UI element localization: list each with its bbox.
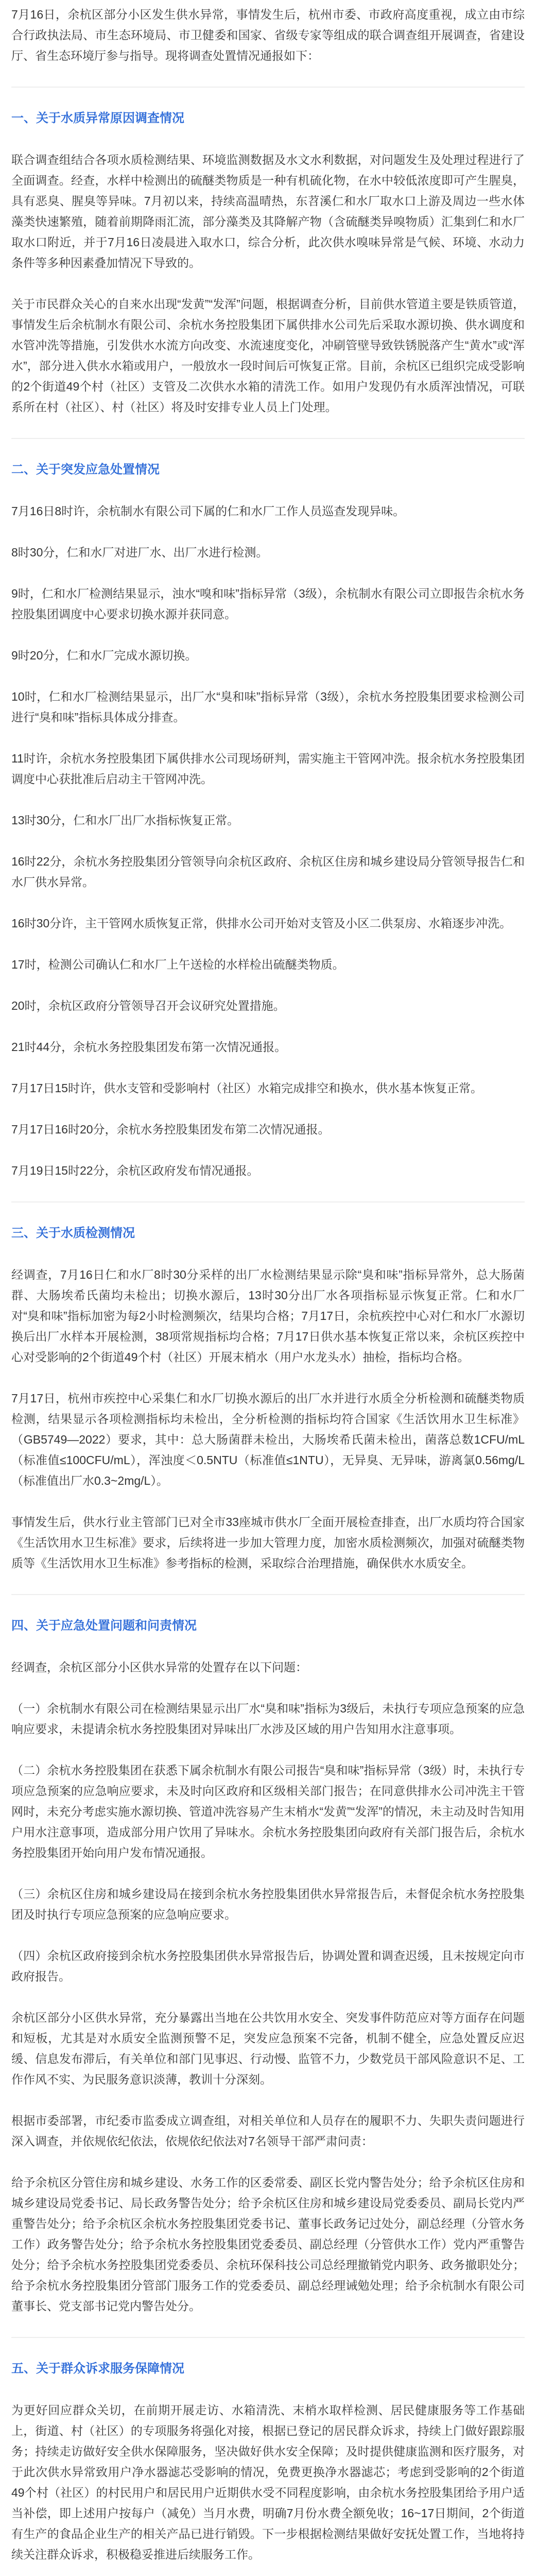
paragraph: 10时，仁和水厂检测结果显示，出厂水“臭和味”指标异常（3级），余杭水务控股集团要求检测公司进行“臭和味”指标具体成分排查。	[11, 690, 525, 724]
paragraph: 7月16日，余杭区部分小区发生供水异常，事情发生后，杭州市委、市政府高度重视，成立由市综合行政执法局、市生态环境局、市卫健委和国家、省级专家等组成的联合调查组开展调查，省建设厅、省生态环境厅参与指导。现将调查处置情况通报如下：	[11, 8, 525, 62]
section-heading: 三、关于水质检测情况	[11, 1226, 135, 1240]
paragraph: 16时30分许，主干管网水质恢复正常，供排水公司开始对支管及小区二供泵房、水箱逐步冲洗。	[11, 917, 512, 930]
paragraph: 经调查，余杭区部分小区供水异常的处置存在以下问题：	[11, 1660, 307, 1674]
paragraph: 7月17日16时20分，余杭水务控股集团发布第二次情况通报。	[11, 1123, 330, 1136]
paragraph: 17时，检测公司确认仁和水厂上午送检的水样检出硫醚类物质。	[11, 958, 344, 971]
section-divider	[11, 1201, 525, 1202]
paragraph: 余杭区部分小区供水异常，充分暴露出当地在公共饮用水安全、突发事件防范应对等方面存在问题和短板，尤其是对水质安全监测预警不足，突发应急预案不完备，机制不健全，应急处置反应迟缓、信息发布滞后，有关单位和部门见事迟、行动慢、监管不力，少数党员干部风险意识不足、工作作风不实、为民服务意识淡薄，教训十分深刻。	[11, 2011, 525, 2086]
paragraph: 21时44分，余杭水务控股集团发布第一次情况通报。	[11, 1040, 287, 1054]
paragraph: 8时30分，仁和水厂对进厂水、出厂水进行检测。	[11, 546, 268, 559]
paragraph: 给予余杭区分管住房和城乡建设、水务工作的区委常委、副区长党内警告处分；给予余杭区住房和城乡建设局党委书记、局长政务警告处分；给予余杭区住房和城乡建设局党委委员、副局长党内严重警告处分；给予余杭区余杭水务控股集团党委书记、董事长政务记过处分，副总经理（分管水务工作）政务警告处分；给予余杭水务控股集团党委委员、副总经理（分管供水工作）党内严重警告处分；给予余杭水务控股集团党委委员、余杭环保科技公司总经理撤销党内职务、政务撤职处分；给予余杭水务控股集团分管部门服务工作的党委委员、副总经理诫勉处理；给予余杭制水有限公司董事长、党支部书记党内警告处分。	[11, 2176, 525, 2313]
paragraph: 为更好回应群众关切，在前期开展走访、水箱清洗、末梢水取样检测、居民健康服务等工作基础上，街道、村（社区）的专项服务将强化对接，根据已登记的居民群众诉求，持续上门做好跟踪服务；持续走访做好安全供水保障服务，坚决做好供水安全保障；及时提供健康监测和医疗服务，对于此次供水异常致用户净水器滤芯受影响的情况，免费更换净水器滤芯；考虑到受影响的2个街道49个村（社区）的村民用户和居民用户近期供水受不同程度影响，由余杭水务控股集团给予用户适当补偿，即上述用户按每户（减免）当月水费，明确7月份水费全额免收；16~17日期间，2个街道有生产的食品企业生产的相关产品已进行销毁。下一步根据检测结果做好安抚处置工作，当地将持续关注群众诉求，积极稳妥推进后续服务工作。	[11, 2403, 525, 2561]
paragraph: （一）余杭制水有限公司在检测结果显示出厂水“臭和味”指标为3级后，未执行专项应急预案的应急响应要求，未提请余杭水务控股集团对异味出厂水涉及区域的用户告知用水注意事项。	[11, 1702, 525, 1736]
section-heading: 二、关于突发应急处置情况	[11, 463, 160, 477]
paragraph: 7月19日15时22分，余杭区政府发布情况通报。	[11, 1164, 259, 1177]
paragraph: 7月16日8时许，余杭制水有限公司下属的仁和水厂工作人员巡查发现异味。	[11, 504, 405, 518]
section-heading: 五、关于群众诉求服务保障情况	[11, 2362, 184, 2376]
paragraph: 16时22分，余杭水务控股集团分管领导向余杭区政府、余杭区住房和城乡建设局分管领导报告仁和水厂供水异常。	[11, 855, 525, 889]
paragraph: 经调查，7月16日仁和水厂8时30分采样的出厂水检测结果显示除“臭和味”指标异常外，总大肠菌群、大肠埃希氏菌均未检出；切换水源后，13时30分出厂水各项指标显示恢复正常。仁和水厂对“臭和味”指标加密为每2小时检测频次，结果均合格；7月17日，余杭疾控中心对仁和水厂水源切换后出厂水样本开展检测，38项常规指标均合格；7月17日供水基本恢复正常以来，余杭区疾控中心对受影响的2个街道49个村（社区）开展末梢水（用户水龙头水）抽检，指标均合格。	[11, 1268, 525, 1364]
paragraph: 关于市民群众关心的自来水出现“发黄”“发浑”问题，根据调查分析，目前供水管道主要是铁质管道，事情发生后余杭制水有限公司、余杭水务控股集团下属供排水公司先后采取水源切换、供水调度和水管冲洗等措施，引发供水水流方向改变、水流速度变化，冲刷管壁导致铁锈脱落产生“黄水”或“浑水”，部分进入供水水箱或用户，一般放水一段时间后可恢复正常。目前，余杭区已组织完成受影响的2个街道49个村（社区）支管及二次供水水箱的清洗工作。如用户发现仍有水质浑浊情况，可联系所在村（社区）、村（社区）将及时安排专业人员上门处理。	[11, 297, 525, 414]
paragraph: 根据市委部署，市纪委市监委成立调查组，对相关单位和人员存在的履职不力、失职失责问题进行深入调查，并依规依纪依法，依规依纪依法对7名领导干部严肃问责：	[11, 2114, 525, 2148]
section-heading: 四、关于应急处置问题和问责情况	[11, 1619, 197, 1633]
section-divider	[11, 2337, 525, 2338]
section-divider	[11, 1594, 525, 1595]
paragraph: 7月17日，杭州市疾控中心采集仁和水厂切换水源后的出厂水并进行水质全分析检测和硫醚类物质检测，结果显示各项检测指标均未检出，全分析检测的指标均符合国家《生活饮用水卫生标准》（GB5749—2022）要求，其中：总大肠菌群未检出，大肠埃希氏菌未检出，菌落总数1CFU/mL（标准值≤100CFU/mL），浑浊度＜0.5NTU（标准值≤1NTU），无异臭、无异味，游离氯0.56mg/L（标准值出厂水0.3~2mg/L）。	[11, 1392, 525, 1487]
paragraph: （三）余杭区住房和城乡建设局在接到余杭水务控股集团供水异常报告后，未督促余杭水务控股集团及时执行专项应急预案的应急响应要求。	[11, 1887, 525, 1921]
paragraph: 11时许，余杭水务控股集团下属供排水公司现场研判，需实施主干管网冲洗。报余杭水务控股集团调度中心获批准后启动主干管网冲洗。	[11, 752, 525, 786]
paragraph: 联合调查组结合各项水质检测结果、环境监测数据及水文水利数据，对问题发生及处理过程进行了全面调查。经查，水样中检测出的硫醚类物质是一种有机硫化物，在水中较低浓度即可产生腥臭，具有恶臭、腥臭等异味。7月初以来，持续高温晴热，东苕溪仁和水厂取水口上游及周边一些水体藻类快速繁殖，随着前期降雨汇流，部分藻类及其降解产物（含硫醚类异嗅物质）汇集到仁和水厂取水口附近，并于7月16日凌晨进入取水口，综合分析，此次供水嗅味异常是气候、环境、水动力条件等多种因素叠加情况下导致的。	[11, 153, 525, 269]
paragraph: （二）余杭水务控股集团在获悉下属余杭制水有限公司报告“臭和味”指标异常（3级）时，未执行专项应急预案的应急响应要求，未及时向区政府和区级相关部门报告；在同意供排水公司冲洗主干管网时，未充分考虑实施水源切换、管道冲洗容易产生末梢水“发黄”“发浑”的情况，未主动及时告知用户用水注意事项，造成部分用户饮用了异味水。余杭水务控股集团向政府有关部门报告后，余杭水务控股集团开始向用户发布情况通报。	[11, 1764, 525, 1859]
paragraph: 9时，仁和水厂检测结果显示，浊水“嗅和味”指标异常（3级），余杭制水有限公司立即报告余杭水务控股集团调度中心要求切换水源并获同意。	[11, 587, 525, 621]
paragraph: 事情发生后，供水行业主管部门已对全市33座城市供水厂全面开展检查排查，出厂水质均符合国家《生活饮用水卫生标准》要求，后续将进一步加大管理力度，加密水质检测频次，加强对硫醚类物质等《生活饮用水卫生标准》参考指标的检测，采取综合治理措施，确保供水水质安全。	[11, 1515, 525, 1570]
section-heading: 一、关于水质异常原因调查情况	[11, 111, 184, 125]
section-divider	[11, 438, 525, 439]
section-divider	[11, 87, 525, 88]
paragraph: 9时20分，仁和水厂完成水源切换。	[11, 649, 197, 662]
paragraph: （四）余杭区政府接到余杭水务控股集团供水异常报告后，协调处置和调查迟缓，且未按规定向市政府报告。	[11, 1949, 525, 1983]
paragraph: 20时，余杭区政府分管领导召开会议研究处置措施。	[11, 999, 285, 1012]
paragraph: 13时30分，仁和水厂出厂水指标恢复正常。	[11, 814, 239, 827]
paragraph: 7月17日15时许，供水支管和受影响村（社区）水箱完成排空和换水，供水基本恢复正常。	[11, 1081, 482, 1095]
